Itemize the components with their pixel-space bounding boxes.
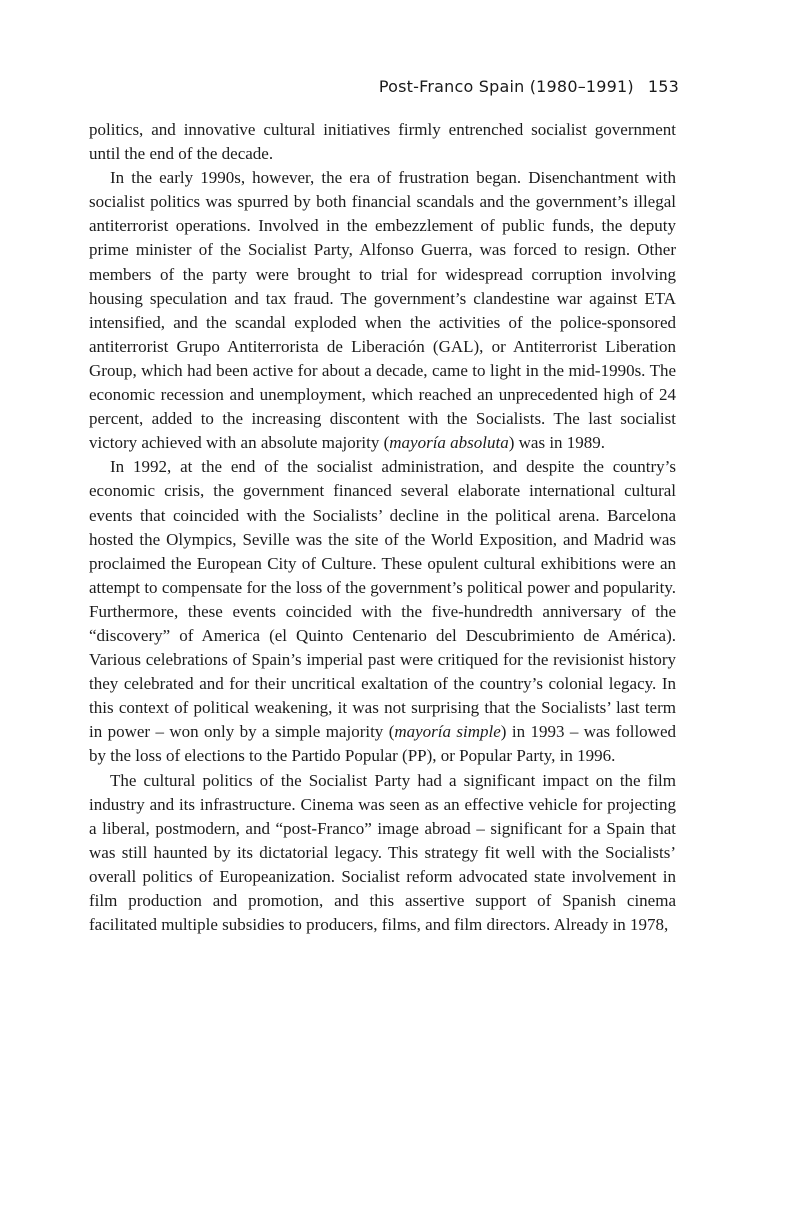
body-text — [89, 118, 676, 937]
running-head — [379, 77, 679, 96]
paragraph-continued: politics, and innovative cultural initiatives firmly entrenched socialist government until the end of the decade. — [89, 120, 676, 164]
page-number: 153 — [647, 77, 679, 96]
paragraph: In the early 1990s, however, the era of frustration began. Disenchantment with socialist politics was spurred by both financial scandals and the government’s illegal antiterrorist operations. Involved in the embezzlement of public funds, the deputy prime minister of the Socialist Party, Alfonso Guerra, was forced to resign. Other members of the party were brought to trial for widespread corruption involving housing speculation and tax fraud. The government’s clandestine war against ETA intensified, and the scandal exploded when the activities of the police-sponsored antiterrorist Grupo Antiterrorista de Liberación (GAL), or Antiterrorist Liberation Group, which had been active for about a decade, came to light in the mid-1990s. The economic recession and unemployment, which reached an unprecedented high of 24 percent, added to the increasing discontent with the Socialists. The last socialist victory achieved with an absolute majority (mayoría absoluta) was in 1989. — [89, 168, 676, 453]
paragraph: In 1992, at the end of the socialist administration, and despite the country’s economic crisis, the government financed several elaborate international cultural events that coincided with the Socialists’ decline in the political arena. Barcelona hosted the Olympics, Seville was the site of the World Exposition, and Madrid was proclaimed the European City of Culture. These opulent cultural exhibitions were an attempt to compensate for the loss of the government’s political power and popularity. Furthermore, these events coincided with the five-hundredth anniversary of the “discovery” of America (el Quinto Centenario del Descubrimiento de América). Various celebrations of Spain’s imperial past were critiqued for the revisionist history they celebrated and for their uncritical exaltation of the country’s colonial legacy. In this context of political weakening, it was not surprising that the Socialists’ last term in power – won only by a simple majority (mayoría simple) in 1993 – was followed by the loss of elections to the Partido Popular (PP), or Popular Party, in 1996. — [89, 457, 676, 766]
paragraph: The cultural politics of the Socialist Party had a significant impact on the film industry and its infrastructure. Cinema was seen as an effective vehicle for projecting a liberal, postmodern, and “post-Franco” image abroad – significant for a Spain that was still haunted by its dictatorial legacy. This strategy fit well with the Socialists’ overall politics of Europeanization. Socialist reform advocated state involvement in film production and promotion, and this assertive support of Spanish cinema facilitated multiple subsidies to producers, films, and film directors. Already in 1978, — [89, 770, 676, 935]
italic-term: mayoría absoluta — [389, 433, 509, 453]
italic-term: mayoría simple — [394, 722, 501, 742]
chapter-title: Post-Franco Spain (1980–1991) — [378, 77, 634, 96]
